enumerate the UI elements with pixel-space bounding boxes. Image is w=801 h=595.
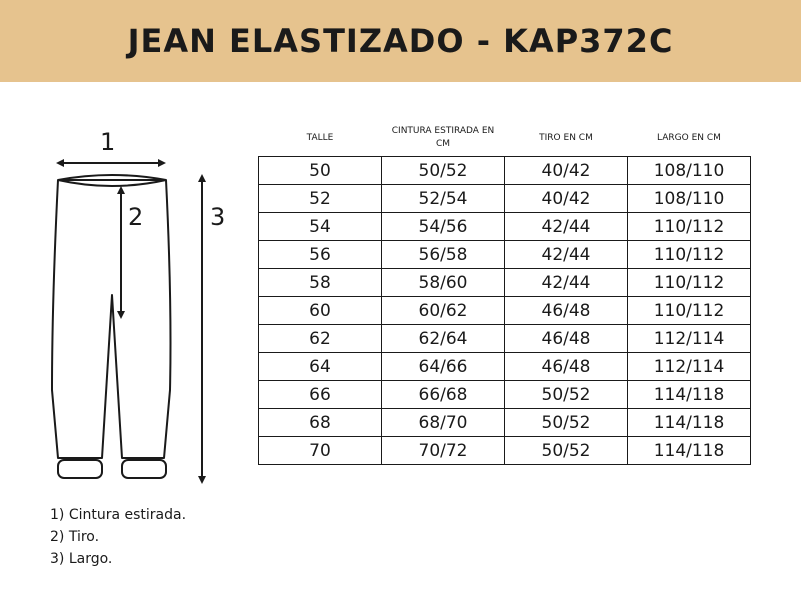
table-cell: 50/52 <box>505 381 628 409</box>
table-header-row <box>259 120 751 157</box>
legend-item-waist: 1) Cintura estirada. <box>50 507 187 523</box>
table-cell: 70/72 <box>382 437 505 465</box>
table-cell: 108/110 <box>628 185 751 213</box>
table-cell: 58 <box>259 269 382 297</box>
table-row <box>259 381 751 409</box>
table-row <box>259 409 751 437</box>
length-label: 3 <box>210 203 226 231</box>
table-cell: 110/112 <box>628 213 751 241</box>
rise-label: 2 <box>128 203 144 231</box>
table-cell: 58/60 <box>382 269 505 297</box>
column-header-talle: TALLE <box>306 132 334 143</box>
table-cell: 114/118 <box>628 409 751 437</box>
legend-item-length: 3) Largo. <box>50 551 113 567</box>
table-row <box>259 325 751 353</box>
table-cell: 56 <box>259 241 382 269</box>
table-cell: 54/56 <box>382 213 505 241</box>
measurement-legend <box>50 504 270 570</box>
table-cell: 66/68 <box>382 381 505 409</box>
table-cell: 50 <box>259 157 382 185</box>
table-cell: 110/112 <box>628 241 751 269</box>
table-cell: 60 <box>259 297 382 325</box>
table-cell: 42/44 <box>505 213 628 241</box>
legend-item-rise: 2) Tiro. <box>50 529 100 545</box>
table-cell: 50/52 <box>505 437 628 465</box>
table-cell: 46/48 <box>505 325 628 353</box>
table-cell: 52 <box>259 185 382 213</box>
title-banner <box>0 0 801 82</box>
column-header-tiro: TIRO EN CM <box>539 132 593 143</box>
table-cell: 42/44 <box>505 269 628 297</box>
size-table-body <box>259 157 751 465</box>
table-cell: 64 <box>259 353 382 381</box>
table-cell: 114/118 <box>628 437 751 465</box>
size-table <box>258 120 751 465</box>
table-row <box>259 241 751 269</box>
table-cell: 42/44 <box>505 241 628 269</box>
table-cell: 114/118 <box>628 381 751 409</box>
pants-illustration-icon <box>0 100 260 500</box>
table-row <box>259 157 751 185</box>
table-cell: 56/58 <box>382 241 505 269</box>
right-cuff <box>122 460 166 478</box>
table-cell: 62 <box>259 325 382 353</box>
table-cell: 112/114 <box>628 325 751 353</box>
table-cell: 54 <box>259 213 382 241</box>
page-title: JEAN ELASTIZADO - KAP372C <box>127 22 674 60</box>
table-cell: 50/52 <box>382 157 505 185</box>
left-cuff <box>58 460 102 478</box>
table-cell: 46/48 <box>505 297 628 325</box>
table-cell: 62/64 <box>382 325 505 353</box>
table-cell: 50/52 <box>505 409 628 437</box>
column-header-cintura: CINTURA ESTIRADA EN CM <box>391 126 495 149</box>
table-row <box>259 185 751 213</box>
table-cell: 68 <box>259 409 382 437</box>
table-cell: 52/54 <box>382 185 505 213</box>
table-row <box>259 213 751 241</box>
table-row <box>259 353 751 381</box>
table-cell: 64/66 <box>382 353 505 381</box>
table-cell: 60/62 <box>382 297 505 325</box>
table-cell: 70 <box>259 437 382 465</box>
table-cell: 108/110 <box>628 157 751 185</box>
table-cell: 68/70 <box>382 409 505 437</box>
waist-label: 1 <box>100 128 116 156</box>
table-cell: 110/112 <box>628 297 751 325</box>
table-cell: 40/42 <box>505 157 628 185</box>
table-row <box>259 269 751 297</box>
table-cell: 110/112 <box>628 269 751 297</box>
pants-diagram <box>0 100 260 500</box>
table-cell: 40/42 <box>505 185 628 213</box>
table-cell: 112/114 <box>628 353 751 381</box>
pants-outline <box>52 180 171 458</box>
table-cell: 66 <box>259 381 382 409</box>
table-cell: 46/48 <box>505 353 628 381</box>
table-row <box>259 437 751 465</box>
column-header-largo: LARGO EN CM <box>657 132 721 143</box>
table-row <box>259 297 751 325</box>
